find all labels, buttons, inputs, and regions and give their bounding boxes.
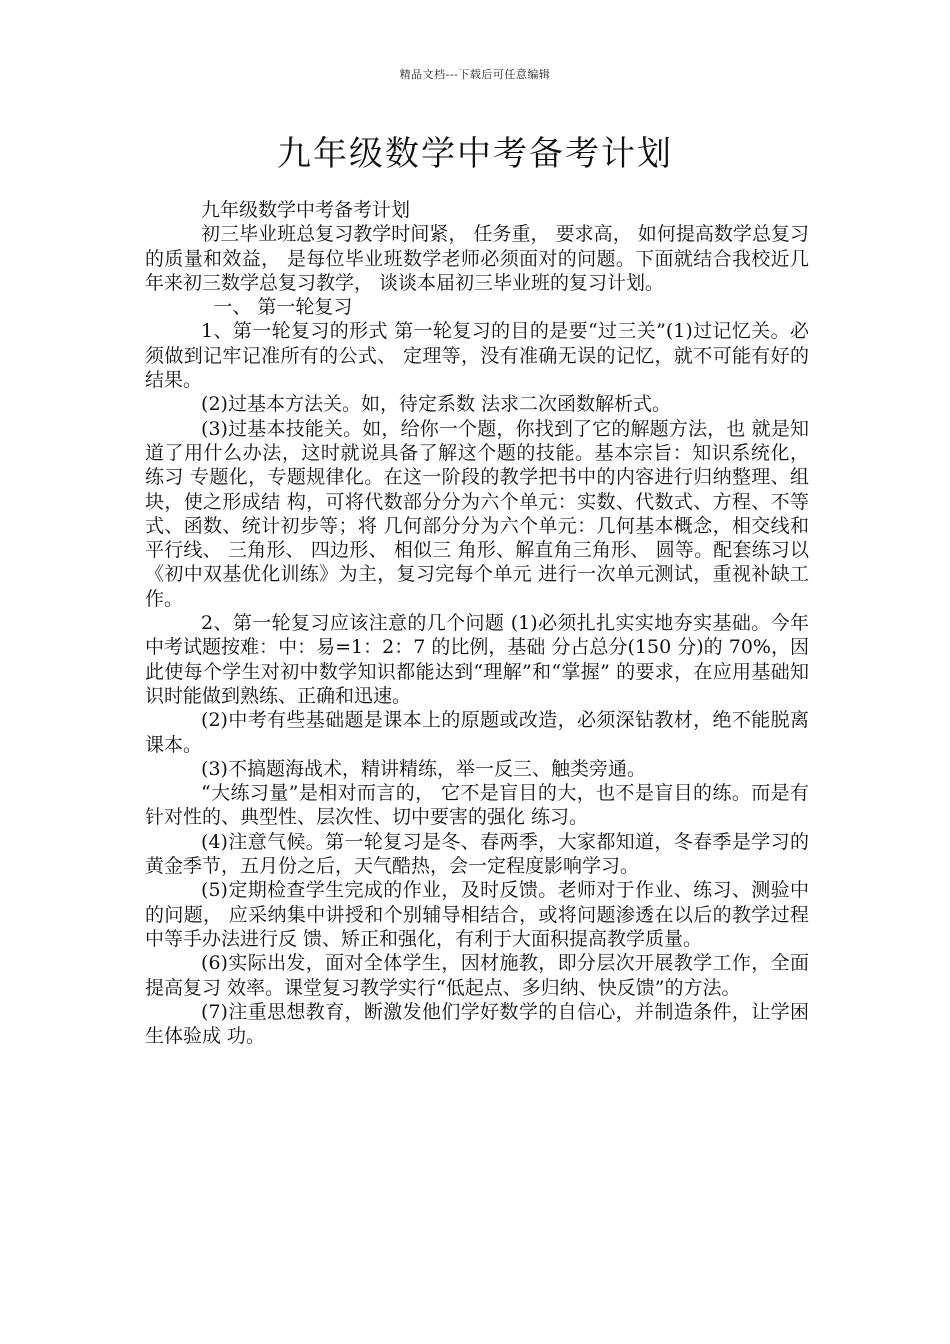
body-paragraph: (2)过基本方法关。如，待定系数 法求二次函数解析式。 <box>201 393 672 416</box>
body-paragraph: (7)注重思想教育，断激发他们学好数学的自信心，并制造条件，让学困生体验成 功。 <box>145 1000 809 1048</box>
body-paragraph: 初三毕业班总复习教学时间紧， 任务重， 要求高， 如何提高数学总复习的质量和效益， 是每位毕业班数学老师必须面对的问题。下面就结合我校近几年来初三数学总复习教学， 谈谈本届初三毕业班的复习计划。 <box>145 223 809 294</box>
body-paragraph: (4)注意气候。第一轮复习是冬、春两季，大家都知道，冬春季是学习的黄金季节，五月份之后，天气酷热，会一定程度影响学习。 <box>145 830 809 878</box>
body-paragraph: “大练习量”是相对而言的， 它不是盲目的大，也不是盲目的练。而是有针对性的、典型性、层次性、切中要害的强化 练习。 <box>145 782 809 829</box>
header-note: 精品文档---下载后可任意编辑 <box>399 68 551 81</box>
body-paragraph: (3)过基本技能关。如，给你一个题，你找到了它的解题方法，也 就是知道了用什么办法，这时就说具备了解这个题的技能。基本宗旨：知识系统化，练习 专题化，专题规律化。在这一阶段的教学把书中的内容进行归纳整理、组块，使之形成结 构，可将代数部分分为六个单元：实数、代数式、方程、不等式、函数、统计初步等；将 几何部分分为六个单元：几何基本概念，相交线和平行线、 三角形、 四边形、 相似三 角形、解直角三角形、 圆等。配套练习以《初中双基优化训练》为主，复习完每个单元 进行一次单元测试，重视补缺工作。 <box>145 417 809 610</box>
document-body <box>145 198 809 1048</box>
document-title: 九年级数学中考备考计划 <box>277 134 673 174</box>
body-paragraph: (5)定期检查学生完成的作业，及时反馈。老师对于作业、练习、测验中的问题， 应采纳集中讲授和个别辅导相结合，或将问题渗透在以后的教学过程中等手办法进行反 馈、矫正和强化，有利于大面积提高教学质量。 <box>145 879 809 950</box>
body-paragraph: 九年级数学中考备考计划 <box>201 199 411 221</box>
body-paragraph: 1、第一轮复习的形式 第一轮复习的目的是要“过三关”(1)过记忆关。必须做到记牢记准所有的公式、 定理等，没有准确无误的记忆，就不可能有好的结果。 <box>145 320 809 392</box>
section-heading: 一、 第一轮复习 <box>213 296 353 319</box>
body-paragraph: 2、第一轮复习应该注意的几个问题 (1)必须扎扎实实地夯实基础。今年中考试题按难：中：易=1：2：7 的比例，基础 分占总分(150 分)的 70%，因此使每个学生对初中数学知识都能达到“理解”和“掌握” 的要求，在应用基础知识时能做到熟练、正确和迅速。 <box>145 612 809 707</box>
body-paragraph: (2)中考有些基础题是课本上的原题或改造，必须深钻教材，绝不能脱离课本。 <box>145 709 809 756</box>
body-paragraph: (6)实际出发，面对全体学生，因材施教，即分层次开展教学工作，全面提高复习 效率。课堂复习教学实行“低起点、多归纳、快反馈”的方法。 <box>145 952 809 999</box>
body-paragraph: (3)不搞题海战术，精讲精练，举一反三、触类旁通。 <box>201 757 646 780</box>
